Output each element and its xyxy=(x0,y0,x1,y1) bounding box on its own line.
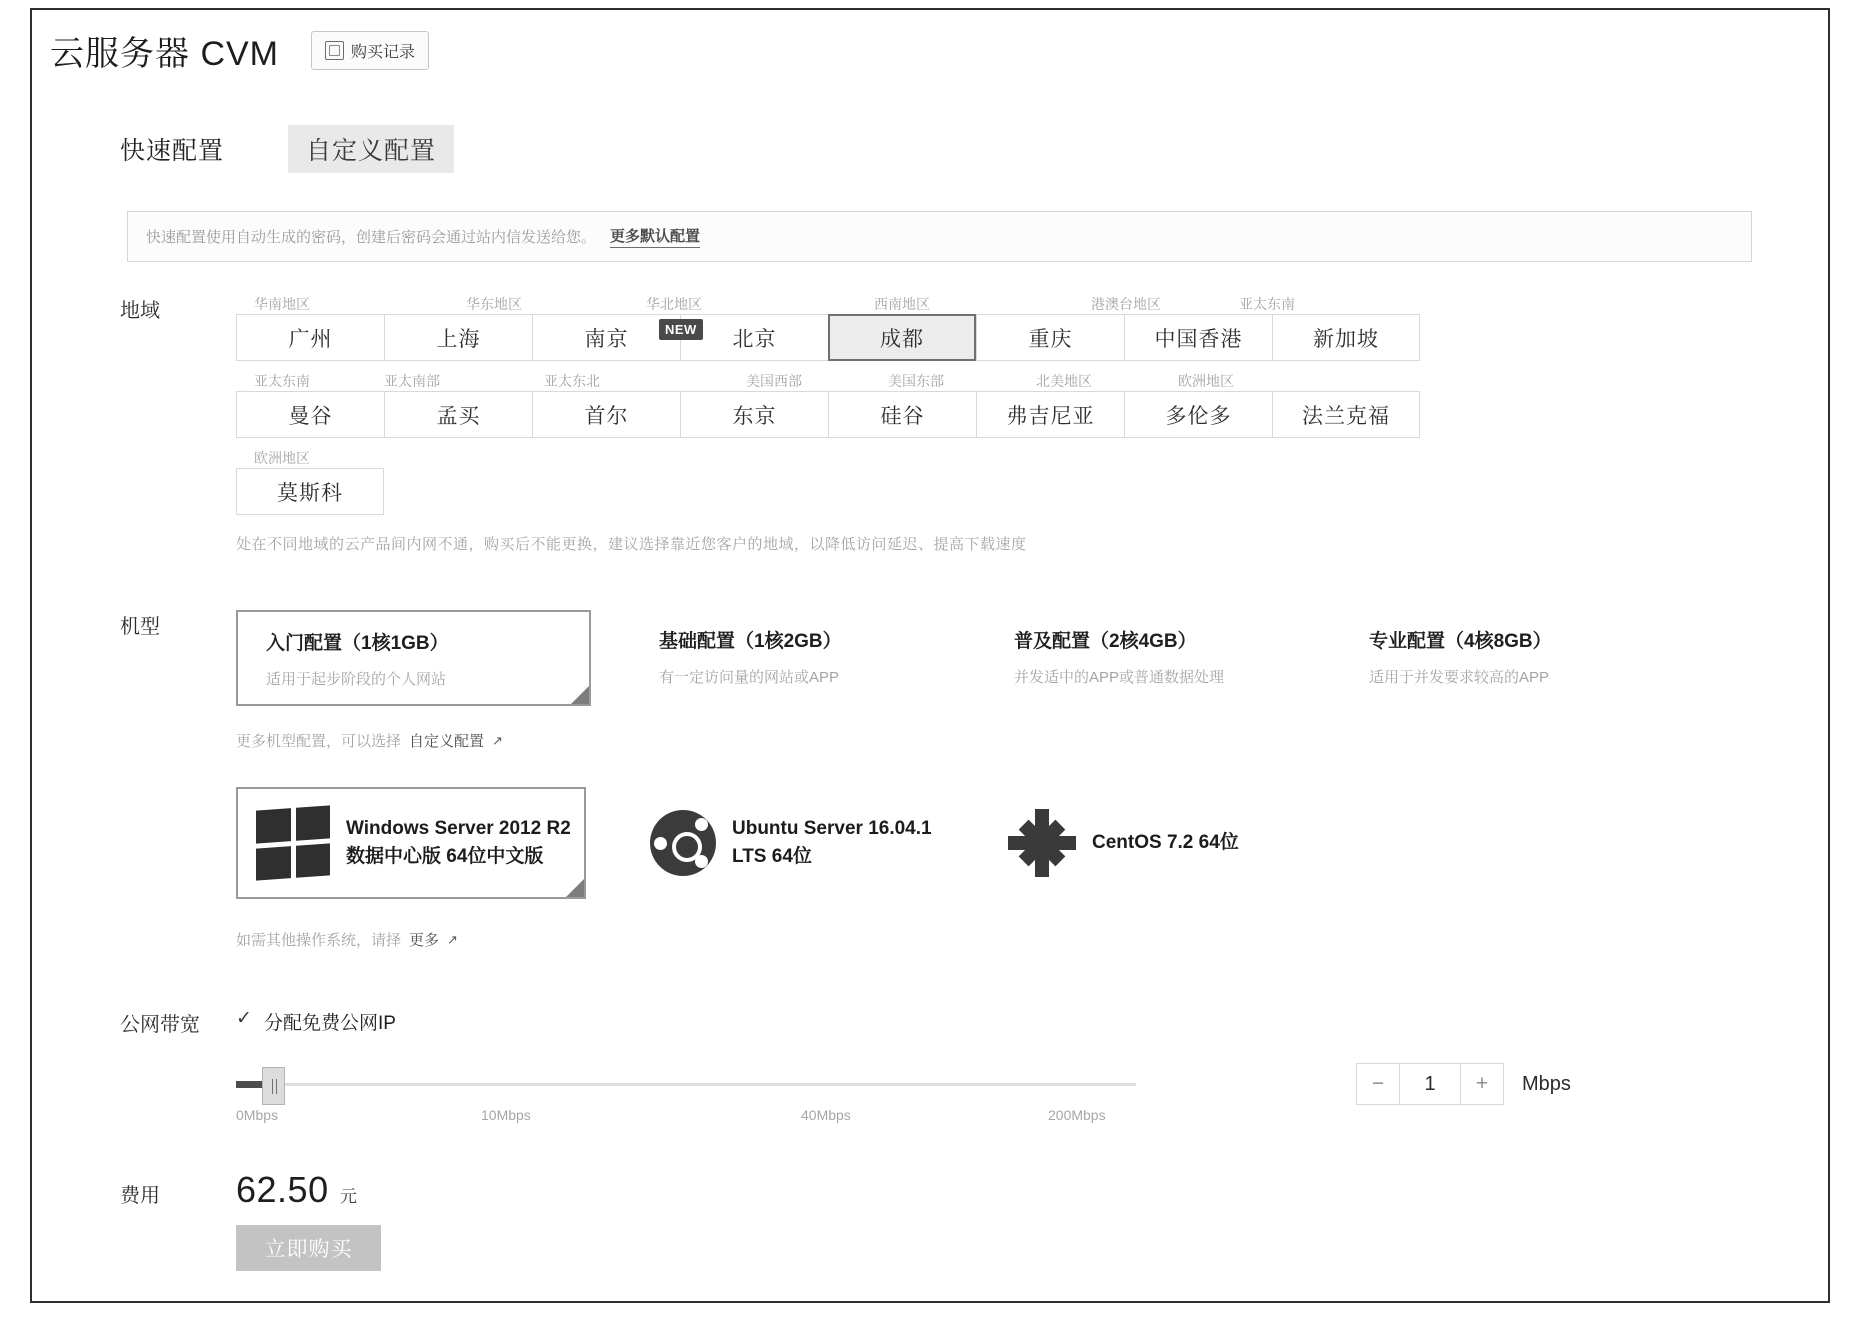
region-block-3 xyxy=(236,448,1828,515)
model-card-desc: 有一定访问量的网站或APP xyxy=(659,669,840,686)
model-card-title: 专业配置（4核8GB） xyxy=(1369,631,1552,652)
region-group-labels-2 xyxy=(236,371,1828,391)
region-button-label: 首尔 xyxy=(584,404,629,428)
region-label: 地域 xyxy=(120,300,160,322)
external-link-icon: ↗ xyxy=(447,931,458,947)
bandwidth-value[interactable]: 1 xyxy=(1400,1063,1460,1105)
region-button-seoul[interactable] xyxy=(532,391,680,438)
bandwidth-label: 公网带宽 xyxy=(120,1014,200,1036)
region-button-siliconvalley[interactable] xyxy=(828,391,976,438)
bandwidth-slider[interactable] xyxy=(236,1061,1571,1135)
model-label: 机型 xyxy=(120,616,160,638)
region-button-mumbai[interactable] xyxy=(384,391,532,438)
region-button-label: 广州 xyxy=(288,327,333,351)
model-card-basic[interactable] xyxy=(631,610,986,706)
notice-text: 快速配置使用自动生成的密码，创建后密码会通过站内信发送给您。 xyxy=(146,229,597,246)
buy-now-button[interactable]: 立即购买 xyxy=(236,1225,381,1271)
region-block-1 xyxy=(236,294,1828,361)
model-card-title: 基础配置（1核2GB） xyxy=(659,631,842,652)
slider-tick-label: 10Mbps xyxy=(481,1107,531,1123)
region-button-bangkok[interactable] xyxy=(236,391,384,438)
fee-row xyxy=(32,1169,1828,1271)
region-group-label: 欧洲地区 xyxy=(1178,373,1234,389)
model-card-desc: 适用于起步阶段的个人网站 xyxy=(266,671,447,688)
region-group-label: 北美地区 xyxy=(1036,373,1092,389)
region-group-labels-3 xyxy=(236,448,1828,468)
region-group-label: 亚太东北 xyxy=(544,373,600,389)
more-default-config-link[interactable]: 更多默认配置 xyxy=(610,225,700,248)
page-title: 云服务器 CVM xyxy=(50,35,279,73)
region-button-moscow[interactable] xyxy=(236,468,384,515)
purchase-record-label: 购买记录 xyxy=(351,44,416,61)
slider-ticks xyxy=(236,1107,1136,1127)
region-body xyxy=(180,294,1828,554)
region-button-chongqing[interactable] xyxy=(976,314,1124,361)
model-card-title: 入门配置（1核1GB） xyxy=(266,633,449,654)
os-hint-text: 如需其他操作系统，请择 xyxy=(236,932,402,949)
fee-label: 费用 xyxy=(120,1185,160,1207)
region-group-label: 亚太东南 xyxy=(254,373,310,389)
model-card-entry[interactable] xyxy=(236,610,591,706)
model-card-popular[interactable] xyxy=(986,610,1341,706)
tab-quick-config[interactable]: 快速配置 xyxy=(120,137,225,165)
purchase-record-button[interactable] xyxy=(311,31,429,70)
region-group-label: 港澳台地区 xyxy=(1091,296,1161,312)
slider-track[interactable] xyxy=(236,1083,1136,1086)
model-card-title: 普及配置（2核4GB） xyxy=(1014,631,1197,652)
region-button-nanjing[interactable] xyxy=(532,314,680,361)
region-button-singapore[interactable] xyxy=(1272,314,1420,361)
region-group-label: 华北地区 xyxy=(646,296,702,312)
region-group-label: 西南地区 xyxy=(874,296,930,312)
os-card-list xyxy=(236,787,1828,899)
bandwidth-decrease-button[interactable]: − xyxy=(1356,1063,1400,1105)
model-body xyxy=(180,610,1828,950)
region-group-label: 美国东部 xyxy=(888,373,944,389)
region-button-label: 上海 xyxy=(436,327,481,351)
os-card-name: Ubuntu Server 16.04.1 LTS 64位 xyxy=(732,818,932,867)
model-hint-text: 更多机型配置，可以选择 xyxy=(236,733,402,750)
region-group-label: 欧洲地区 xyxy=(254,450,310,466)
centos-icon xyxy=(1008,809,1076,877)
cvm-purchase-page xyxy=(30,8,1830,1303)
region-group-label: 华南地区 xyxy=(254,296,310,312)
region-button-label: 成都 xyxy=(880,327,924,351)
tab-custom-config[interactable]: 自定义配置 xyxy=(288,125,454,173)
region-button-label: 重庆 xyxy=(1028,327,1073,351)
region-button-label: 多伦多 xyxy=(1165,404,1232,428)
bandwidth-increase-button[interactable]: + xyxy=(1460,1063,1504,1105)
os-card-ubuntu[interactable] xyxy=(632,787,982,899)
region-row xyxy=(32,294,1828,554)
model-hint xyxy=(236,730,1828,751)
region-button-label: 硅谷 xyxy=(880,404,925,428)
slider-fill xyxy=(236,1081,262,1088)
fee-amount-line xyxy=(236,1169,1828,1211)
region-group-label: 华东地区 xyxy=(466,296,522,312)
region-button-tokyo[interactable] xyxy=(680,391,828,438)
region-button-hongkong[interactable] xyxy=(1124,314,1272,361)
bandwidth-row xyxy=(32,1008,1828,1135)
region-button-label: 法兰克福 xyxy=(1302,404,1390,428)
external-link-icon: ↗ xyxy=(492,732,503,748)
windows-icon xyxy=(256,805,330,880)
region-buttons-row-1 xyxy=(236,314,1828,361)
region-button-guangzhou[interactable] xyxy=(236,314,384,361)
fee-amount: 62.50 xyxy=(236,1169,329,1210)
region-button-virginia[interactable] xyxy=(976,391,1124,438)
fee-body xyxy=(180,1169,1828,1271)
region-button-label: 中国香港 xyxy=(1154,327,1243,351)
region-block-2 xyxy=(236,371,1828,438)
region-group-label: 亚太南部 xyxy=(384,373,440,389)
fee-currency: 元 xyxy=(340,1187,358,1206)
region-button-label: 北京 xyxy=(732,327,777,351)
region-group-labels-1 xyxy=(236,294,1828,314)
region-button-label: 弗吉尼亚 xyxy=(1006,404,1095,428)
model-card-list xyxy=(236,610,1828,706)
region-button-label: 东京 xyxy=(732,404,777,428)
region-button-label: 莫斯科 xyxy=(277,481,343,505)
bandwidth-unit: Mbps xyxy=(1522,1072,1571,1095)
ubuntu-icon xyxy=(650,810,716,876)
region-button-label: 新加坡 xyxy=(1313,327,1379,351)
record-icon xyxy=(325,41,344,60)
os-card-name: Windows Server 2012 R2 数据中心版 64位中文版 xyxy=(346,818,571,867)
region-button-chengdu[interactable] xyxy=(828,314,976,361)
free-public-ip-label: 分配免费公网IP xyxy=(264,1013,396,1034)
region-button-label: 孟买 xyxy=(436,404,481,428)
region-group-label: 美国西部 xyxy=(746,373,802,389)
os-card-name: CentOS 7.2 64位 xyxy=(1092,832,1239,854)
region-group-label: 亚太东南 xyxy=(1239,296,1295,312)
slider-tick-label: 0Mbps xyxy=(236,1107,279,1123)
region-hint: 处在不同地域的云产品间内网不通，购买后不能更换，建议选择靠近您客户的地域，以降低访问延迟、提高下载速度 xyxy=(236,536,1027,553)
region-button-beijing[interactable] xyxy=(665,314,828,361)
slider-tick-label: 40Mbps xyxy=(801,1107,851,1123)
bandwidth-body xyxy=(180,1008,1828,1135)
slider-tick-label: 200Mbps xyxy=(1048,1107,1106,1123)
region-buttons-row-2 xyxy=(236,391,1828,438)
model-row xyxy=(32,610,1828,950)
region-button-label: 南京 xyxy=(584,327,629,351)
os-card-windows[interactable] xyxy=(236,787,586,899)
region-button-toronto[interactable] xyxy=(1124,391,1272,438)
region-buttons-row-3 xyxy=(236,468,1828,515)
bandwidth-stepper xyxy=(1356,1063,1571,1105)
os-card-centos[interactable] xyxy=(990,787,1340,899)
notice-bar xyxy=(127,211,1752,262)
free-public-ip-checkbox-row[interactable] xyxy=(236,1008,1828,1035)
os-hint xyxy=(236,929,1828,950)
region-button-frankfurt[interactable] xyxy=(1272,391,1420,438)
new-badge: NEW xyxy=(659,319,703,340)
checkbox-checked-icon[interactable] xyxy=(236,1013,253,1030)
model-card-professional[interactable] xyxy=(1341,610,1696,706)
config-mode-tabs xyxy=(102,125,1828,173)
custom-config-link[interactable]: 自定义配置 xyxy=(409,733,485,750)
region-button-shanghai[interactable] xyxy=(384,314,532,361)
more-os-link[interactable]: 更多 xyxy=(409,932,440,949)
model-card-desc: 适用于并发要求较高的APP xyxy=(1369,669,1550,686)
slider-handle[interactable] xyxy=(262,1067,285,1105)
page-header xyxy=(32,10,1828,85)
model-card-desc: 并发适中的APP或普通数据处理 xyxy=(1014,669,1225,686)
region-button-label: 曼谷 xyxy=(288,404,333,428)
